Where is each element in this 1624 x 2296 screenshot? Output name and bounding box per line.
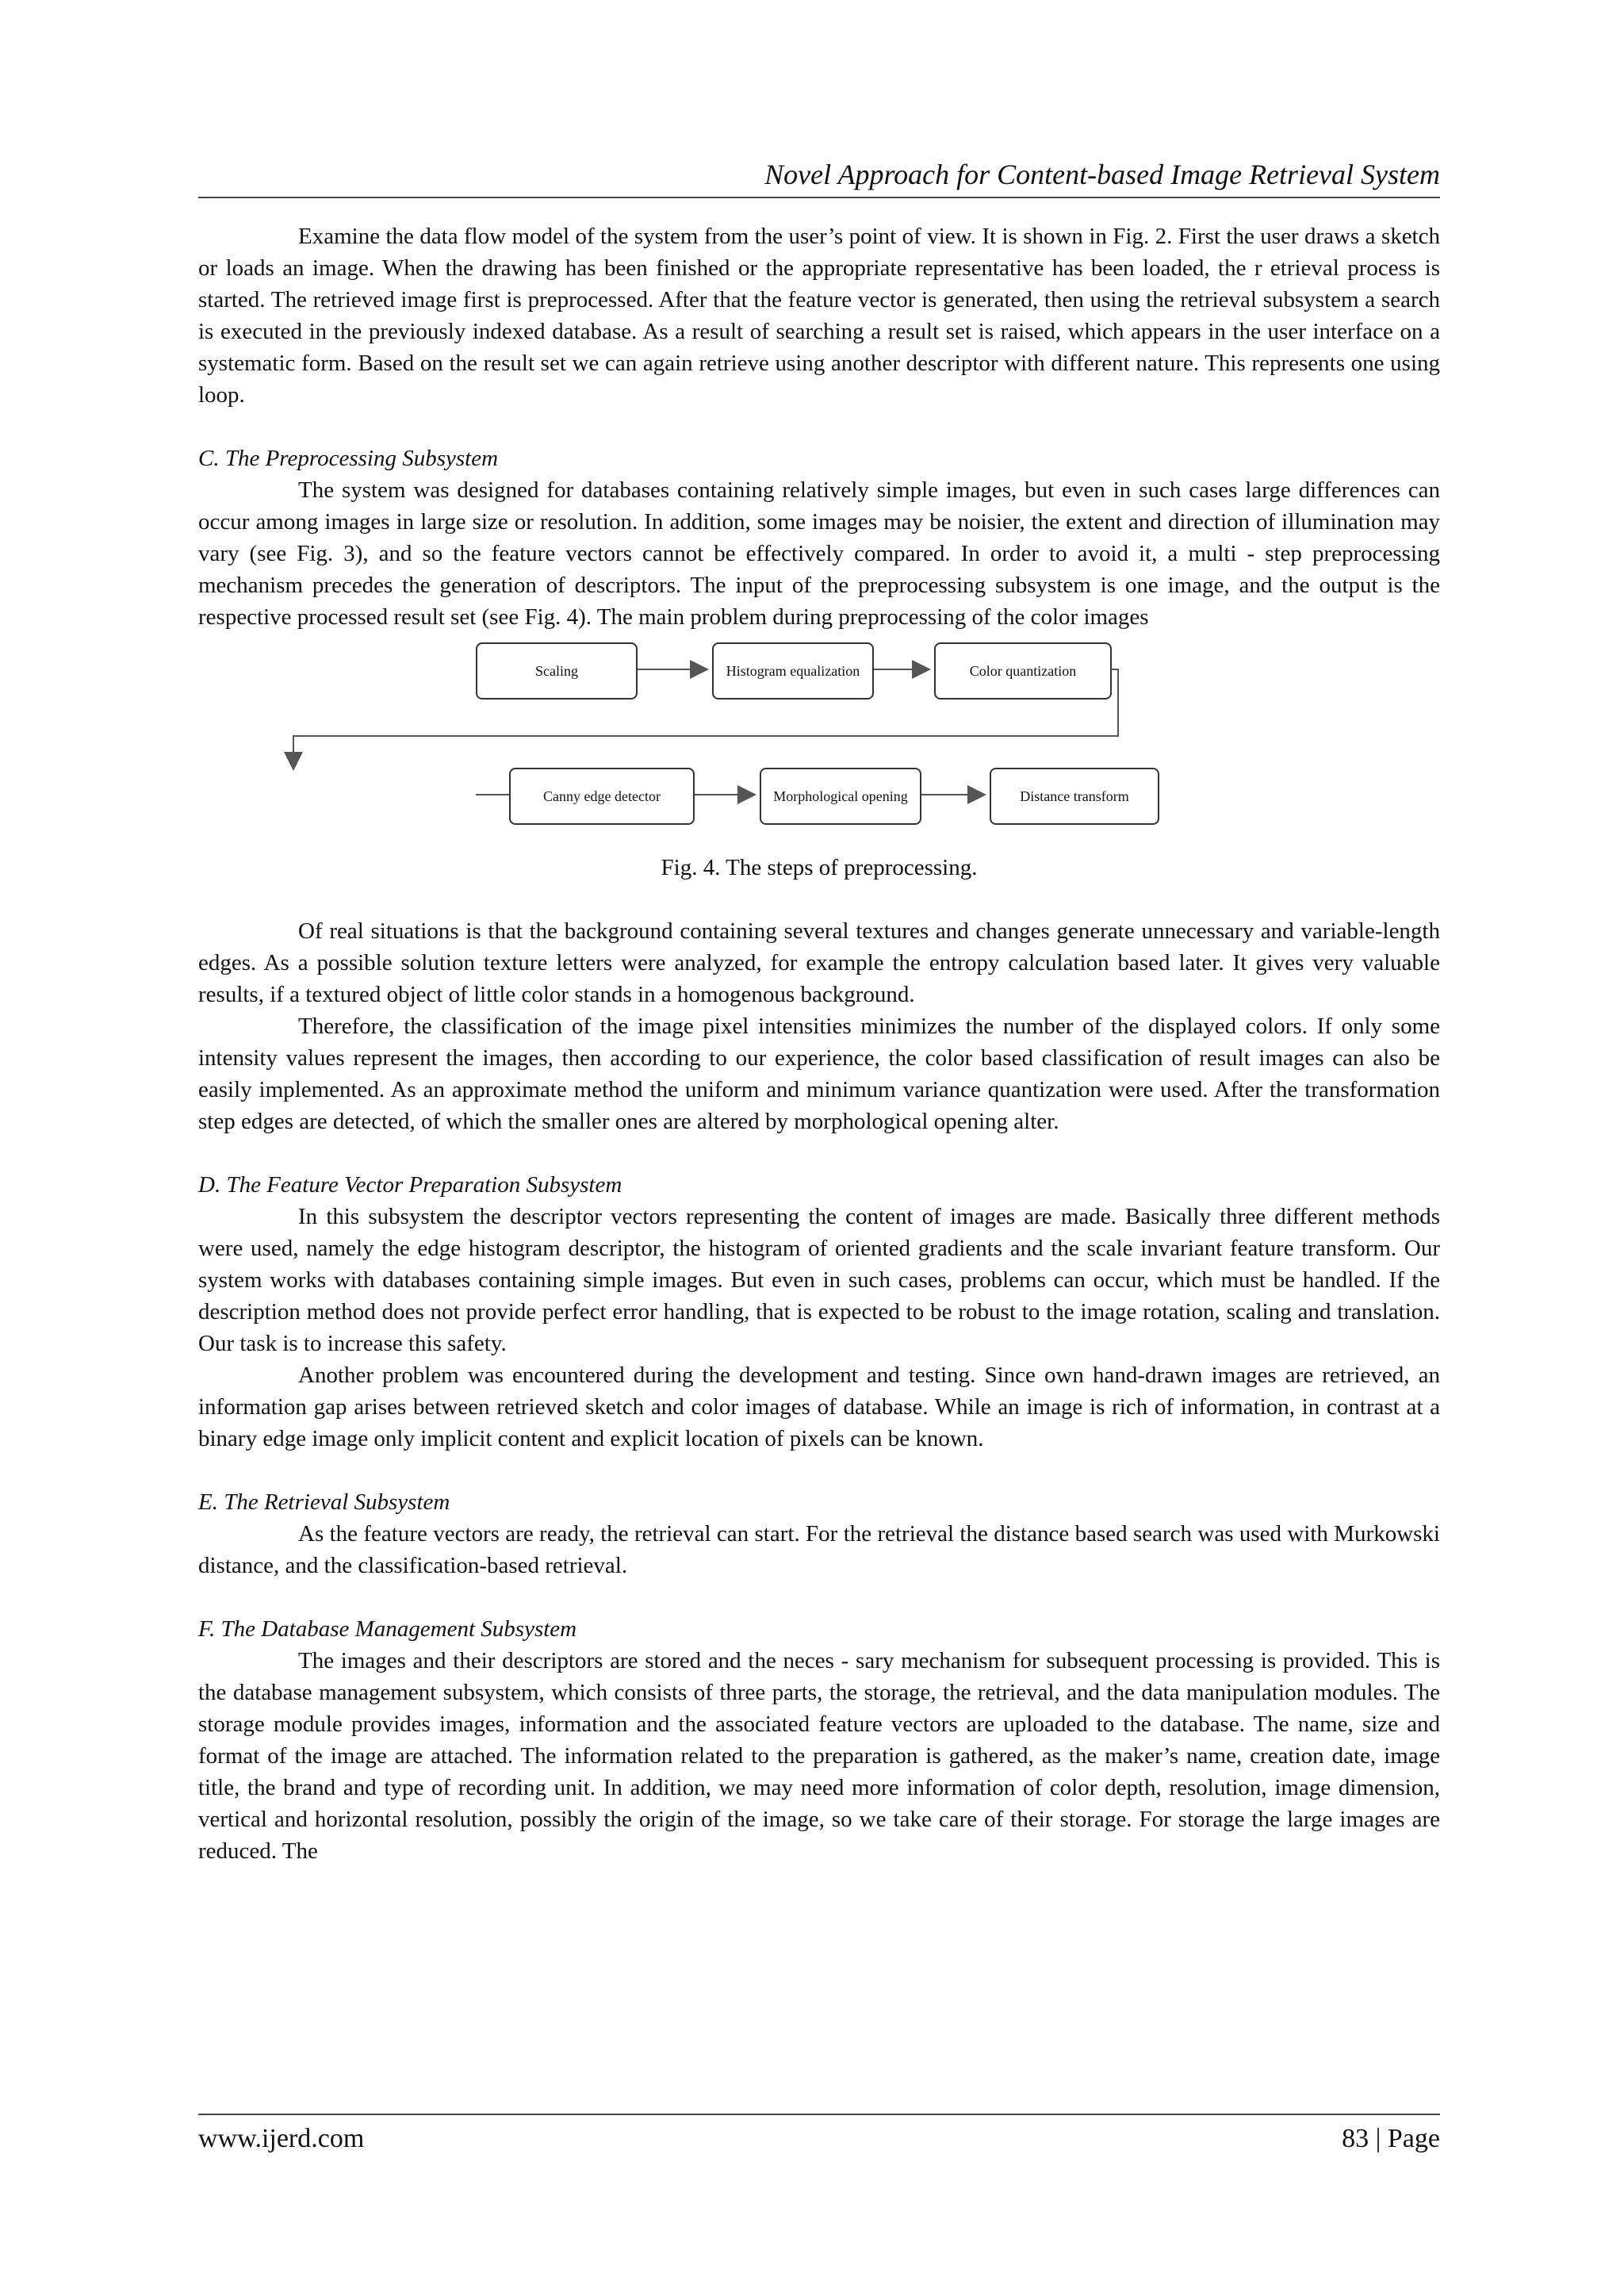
section-d-paragraph-2: Another problem was encountered during the development and testing. Since own hand-drawn images are retrieved, an information gap arises between retrieved sketch and color images of database. While an image is rich of information, in contrast at a binary edge image only implicit content and explicit location of pixels can be known. (198, 1363, 1440, 1451)
section-c-paragraph: The system was designed for databases containing relatively simple images, but even in such cases large differences can occur among images in large size or resolution. In addition, some images may be noisier, the extent and direction of illumination may vary (see Fig. 3), and so the feature vectors cannot be effectively compared. In order to avoid it, a multi - step preprocessing mechanism precedes the generation of descriptors. The input of the preprocessing subsystem is one image, and the output is the respective processed result set (see Fig. 4). The main problem during preprocessing of the color images (198, 477, 1440, 630)
section-d-paragraph: In this subsystem the descriptor vectors representing the content of images are made. Basically three different methods were used, namely the edge histogram descriptor, the histogram of oriented gradients and the scale invariant feature transform. Our system works with databases containing simple images. But even in such cases, problems can occur, which must be handled. If the description method does not provide perfect error handling, that is expected to be robust to the image rotation, scaling and translation. Our task is to increase this safety. (198, 1204, 1440, 1356)
step-distance-transform: Distance transform (990, 768, 1159, 825)
footer-page-number: 83 | Page (1342, 2124, 1440, 2153)
step-morphological-opening: Morphological opening (760, 768, 921, 825)
section-c-paragraph-3: Therefore, the classification of the image pixel intensities minimizes the number of the displayed colors. If only some intensity values represent the images, then according to our experience, the color based classification of result images can also be easily implemented. As an approximate method the uniform and minimum variance quantization were used. After the transformation step edges are detected, of which the smaller ones are altered by morphological opening alter. (198, 1014, 1440, 1134)
section-f-heading: F. The Database Management Subsystem (198, 1616, 577, 1642)
section-c-paragraph-2: Of real situations is that the background containing several textures and changes generate unnecessary and variable-length edges. As a possible solution texture letters were analyzed, for example the entropy calculation based later. It gives very valuable results, if a textured object of little color stands in a homogenous background. (198, 918, 1440, 1007)
section-c-heading: C. The Preprocessing Subsystem (198, 446, 499, 471)
intro-paragraph: Examine the data flow model of the system from the user’s point of view. It is shown in Fig. 2. First the user draws a sketch or loads an image. When the drawing has been finished or the appropriate representative has been loaded, the r etrieval process is started. The retrieved image first is preprocessed. After that the feature vector is generated, then using the retrieval subsystem a search is executed in the previously indexed database. As a result of searching a result set is raised, which appears in the user interface on a systematic form. Based on the result set we can again retrieve using another descriptor with different nature. This represents one using loop. (198, 224, 1440, 408)
page-footer (198, 2114, 1440, 2156)
step-scaling: Scaling (476, 642, 638, 700)
step-histogram-equalization: Histogram equalization (712, 642, 874, 700)
fig4-caption: Fig. 4. The steps of preprocessing. (661, 855, 978, 880)
running-title: Novel Approach for Content-based Image Retrieval System (198, 155, 1440, 198)
section-e-paragraph: As the feature vectors are ready, the retrieval can start. For the retrieval the distance based search was used with Murkowski distance, and the classification-based retrieval. (198, 1521, 1440, 1578)
section-d-heading: D. The Feature Vector Preparation Subsystem (198, 1172, 622, 1198)
footer-website: www.ijerd.com (198, 2124, 365, 2153)
step-canny-edge-detector: Canny edge detector (509, 768, 695, 825)
section-f-paragraph: The images and their descriptors are stored and the neces - sary mechanism for subsequent processing is provided. This is the database management subsystem, which consists of three parts, the storage, the retrieval, and the data manipulation modules. The storage module provides images, information and the associated feature vectors are uploaded to the database. The name, size and format of the image are attached. The information related to the preparation is gathered, as the maker’s name, creation date, image title, the brand and type of recording unit. In addition, we may need more information of color depth, resolution, image dimension, vertical and horizontal resolution, possibly the origin of the image, so we take care of their storage. For storage the large images are reduced. The (198, 1648, 1440, 1864)
fig4-diagram (198, 641, 1440, 852)
section-e-heading: E. The Retrieval Subsystem (198, 1489, 450, 1515)
article-body (198, 220, 1440, 1867)
step-color-quantization: Color quantization (934, 642, 1112, 700)
